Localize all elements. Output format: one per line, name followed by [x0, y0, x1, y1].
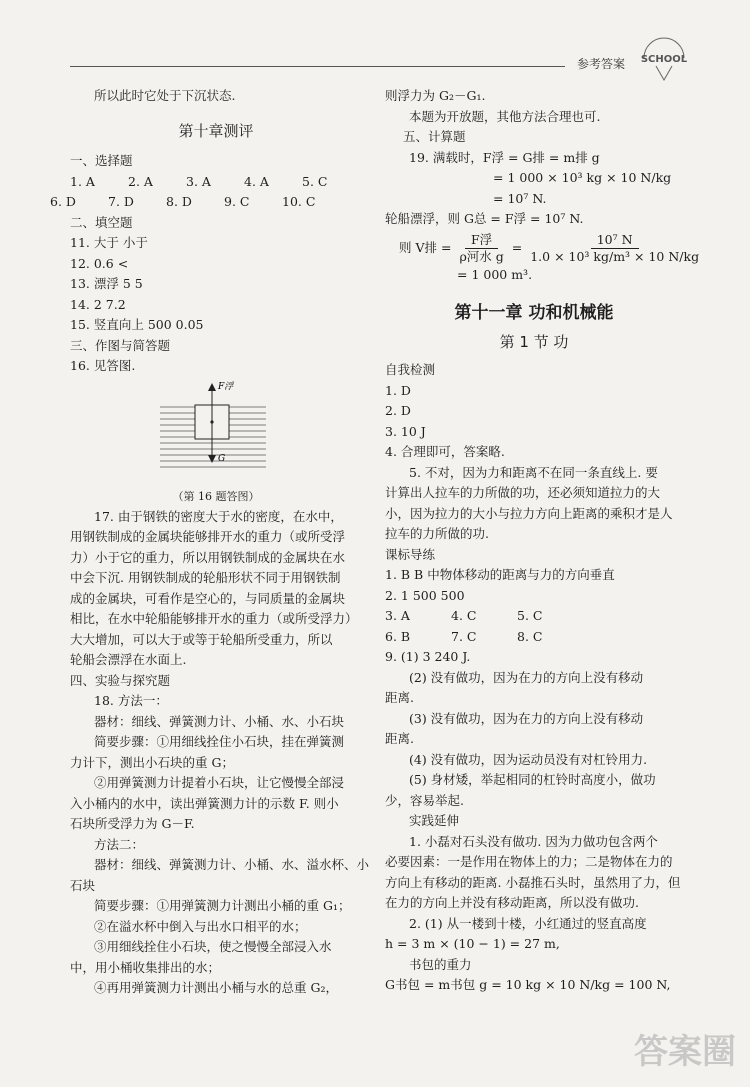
- answer-item: 1. A: [70, 173, 95, 189]
- section-heading: 一、选择题: [70, 153, 133, 168]
- answer-item: 5. C: [517, 608, 543, 623]
- chapter11-title: 第十一章 功和机械能: [454, 303, 614, 323]
- intro-line: 所以此时它处于下沉状态.: [94, 88, 236, 103]
- q19-line: = 1 000 × 10³ kg × 10 N/kg: [493, 170, 672, 185]
- answer-item: 14. 2 7.2: [70, 296, 126, 312]
- answer-line: (2) 没有做功，因为在力的方向上没有移动: [409, 669, 644, 685]
- answer-item: 4. C: [451, 608, 477, 623]
- subsection-heading: 自我检测: [385, 362, 436, 377]
- answer-line: 计算出人拉车的力所做的功，还必须知道拉力的大: [385, 485, 661, 500]
- answer-line: 本题为开放题，其他方法合理也可.: [409, 108, 601, 124]
- q18-line: 石块: [70, 877, 96, 893]
- answer-line: (5) 身材矮，举起相同的杠铃时高度小，做功: [409, 772, 656, 787]
- q19-line: 轮船漂浮，则 G总 = F浮 = 10⁷ N.: [385, 211, 584, 226]
- answer-item: 6. D: [50, 194, 76, 209]
- fraction-numerator: 10⁷ N: [591, 232, 639, 249]
- q18-line: 力计下，测出小石块的重 G；: [70, 754, 234, 770]
- figure-caption: （第 16 题答图）: [172, 489, 260, 503]
- section1-title: 第 1 节 功: [499, 332, 569, 351]
- section-heading: 二、填空题: [70, 214, 133, 230]
- answer-item: 2. D: [385, 403, 411, 418]
- q18-line: ③用细线拴住小石块，使之慢慢全部浸入水: [94, 939, 332, 954]
- q18-line: 器材：细线、弹簧测力计、小桶、水、溢水杯、小: [94, 857, 370, 872]
- choice-row-1: [70, 172, 362, 193]
- answer-item: 13. 漂浮 5 5: [70, 276, 143, 291]
- q18-line: ②在溢水杯中倒入与出水口相平的水；: [94, 918, 307, 934]
- answer-line: 距离.: [385, 690, 414, 705]
- answer-item: 9. C: [224, 194, 250, 209]
- q17-line: 轮船会漂浮在水面上.: [70, 652, 187, 667]
- fraction-denominator: ρ河水 g: [459, 248, 504, 264]
- answer-line: 方向上有移动的距离. 小磊推石头时，虽然用了力，但: [385, 874, 681, 890]
- section-heading: 四、实验与探究题: [70, 672, 171, 688]
- q17-line: 相比，在水中轮船能够排开水的重力（或所受浮力）: [70, 611, 358, 626]
- answer-line: 1. 小磊对石头没有做功. 因为力做功包含两个: [409, 833, 658, 849]
- answer-item: 4. A: [244, 173, 269, 189]
- answer-line: (4) 没有做功，因为运动员没有对杠铃用力.: [409, 751, 648, 767]
- q19-line: = 10⁷ N.: [493, 190, 547, 206]
- q18-line: 简要步骤：①用细线拴住小石块，挂在弹簧测: [94, 734, 345, 749]
- q18-line: 器材：细线、弹簧测力计、小桶、水、小石块: [94, 713, 345, 729]
- answer-line: 在力的方向上并没有移动距离，所以没有做功.: [385, 895, 639, 910]
- answer-line: 距离.: [385, 731, 414, 746]
- school-badge-icon: [638, 36, 690, 88]
- answer-item: 10. C: [282, 194, 316, 209]
- left-column: [50, 86, 370, 999]
- answer-line: 小，因为拉力的大小与拉力方向上距离的乘积才是人: [385, 505, 673, 521]
- q18-line: 中，用小桶收集排出的水；: [70, 959, 221, 975]
- q18-method2-title: 方法二：: [94, 836, 145, 852]
- fraction-denominator: 1.0 × 10³ kg/m³ × 10 N/kg: [530, 248, 700, 264]
- answer-line: (3) 没有做功，因为在力的方向上没有移动: [409, 710, 644, 726]
- q18-line: 入小桶内的水中，读出弹簧测力计的示数 F. 则小: [70, 795, 339, 811]
- answer-item: 3. 10 J: [385, 423, 426, 439]
- answer-line: 9. (1) 3 240 J.: [385, 649, 471, 664]
- badge-text: SCHOOL: [640, 54, 688, 65]
- fraction-numerator: F浮: [465, 232, 498, 249]
- answer-line: 5. 不对，因为力和距离不在同一条直线上. 要: [409, 464, 658, 480]
- answer-item: 7. C: [451, 628, 477, 644]
- answer-row: [385, 606, 683, 627]
- section-heading: 五、计算题: [403, 129, 466, 144]
- answer-item: 2. 1 500 500: [385, 587, 465, 603]
- right-column: [385, 86, 700, 996]
- q19-line: 19. 满载时，F浮 = G排 = m排 g: [409, 149, 600, 165]
- choice-row-2: [50, 192, 362, 213]
- q17-line: 大大增加，可以大于或等于轮船所受重力，所以: [70, 631, 333, 647]
- q17-line: 17. 由于钢铁的密度大于水的密度，在水中，: [94, 508, 343, 524]
- q17-line: 用钢铁制成的金属块能够排开水的重力（或所受浮: [70, 529, 346, 544]
- q17-line: 力）小于它的重力，所以用钢铁制成的金属块在水: [70, 549, 346, 565]
- q17-line: 成的金属块，可看作是空心的，与同质量的金属块: [70, 590, 346, 606]
- answer-item: 1. B B 中物体移动的距离与力的方向垂直: [385, 567, 615, 582]
- answer-line: 必要因素：一是作用在物体上的力；二是物体在力的: [385, 854, 673, 869]
- fraction: [459, 232, 503, 265]
- q18-line: ④再用弹簧测力计测出小桶与水的总重 G₂，: [94, 980, 338, 995]
- answer-item: 16. 见答图.: [70, 358, 136, 373]
- answer-item: 2. A: [128, 173, 153, 189]
- answer-line: 少，容易举起.: [385, 792, 464, 808]
- formula-prefix: 则 V排 =: [399, 239, 452, 255]
- answer-item: 8. D: [166, 194, 192, 209]
- answer-line: h = 3 m × (10 − 1) = 27 m,: [385, 936, 560, 951]
- fraction: [530, 232, 699, 265]
- figure-16: [70, 379, 362, 507]
- chapter10-review-title: 第十章测评: [178, 121, 254, 140]
- header-rule: [70, 66, 565, 67]
- answer-line: G书包 = m书包 g = 10 kg × 10 N/kg = 100 N,: [385, 977, 671, 992]
- volume-result: = 1 000 m³.: [457, 266, 533, 282]
- buoyancy-diagram: [158, 379, 268, 479]
- q17-line: 中会下沉. 用钢铁制成的轮船形状不同于用钢铁制: [70, 570, 341, 585]
- answer-item: 1. D: [385, 382, 411, 398]
- answer-line: 书包的重力: [409, 956, 472, 972]
- answer-item: 12. 0.6 <: [70, 255, 129, 271]
- answer-item: 15. 竖直向上 500 0.05: [70, 317, 204, 332]
- answer-line: 拉车的力所做的功.: [385, 526, 489, 541]
- volume-formula: [385, 231, 700, 265]
- answer-item: 4. 合理即可，答案略.: [385, 444, 505, 459]
- answer-item: 5. C: [302, 173, 328, 189]
- answer-item: 3. A: [385, 608, 410, 623]
- equals-sign: =: [511, 239, 523, 255]
- watermark: 答案圈: [634, 1032, 736, 1072]
- answer-line: 2. (1) 从一楼到十楼，小红通过的竖直高度: [409, 915, 647, 931]
- header-title: 参考答案: [577, 57, 626, 71]
- q18-line: 石块所受浮力为 G－F.: [70, 816, 195, 831]
- answer-item: 6. B: [385, 628, 411, 644]
- answer-item: 11. 大于 小于: [70, 235, 148, 250]
- subsection-heading: 课标导练: [385, 546, 436, 562]
- answer-line: 则浮力为 G₂－G₁.: [385, 88, 486, 103]
- answer-item: 8. C: [517, 628, 543, 644]
- answer-item: 7. D: [108, 194, 134, 209]
- q18-line: 简要步骤：①用弹簧测力计测出小桶的重 G₁；: [94, 898, 351, 913]
- subsection-heading: 实践延伸: [409, 813, 460, 828]
- label-buoyancy: F浮: [218, 381, 234, 392]
- q18-line: ②用弹簧测力计提着小石块，让它慢慢全部浸: [94, 775, 345, 790]
- label-gravity: G: [218, 453, 226, 464]
- answer-item: 3. A: [186, 173, 211, 189]
- section-heading: 三、作图与简答题: [70, 337, 171, 353]
- answer-row: [385, 627, 683, 648]
- q18-method1-title: 18. 方法一：: [94, 693, 168, 708]
